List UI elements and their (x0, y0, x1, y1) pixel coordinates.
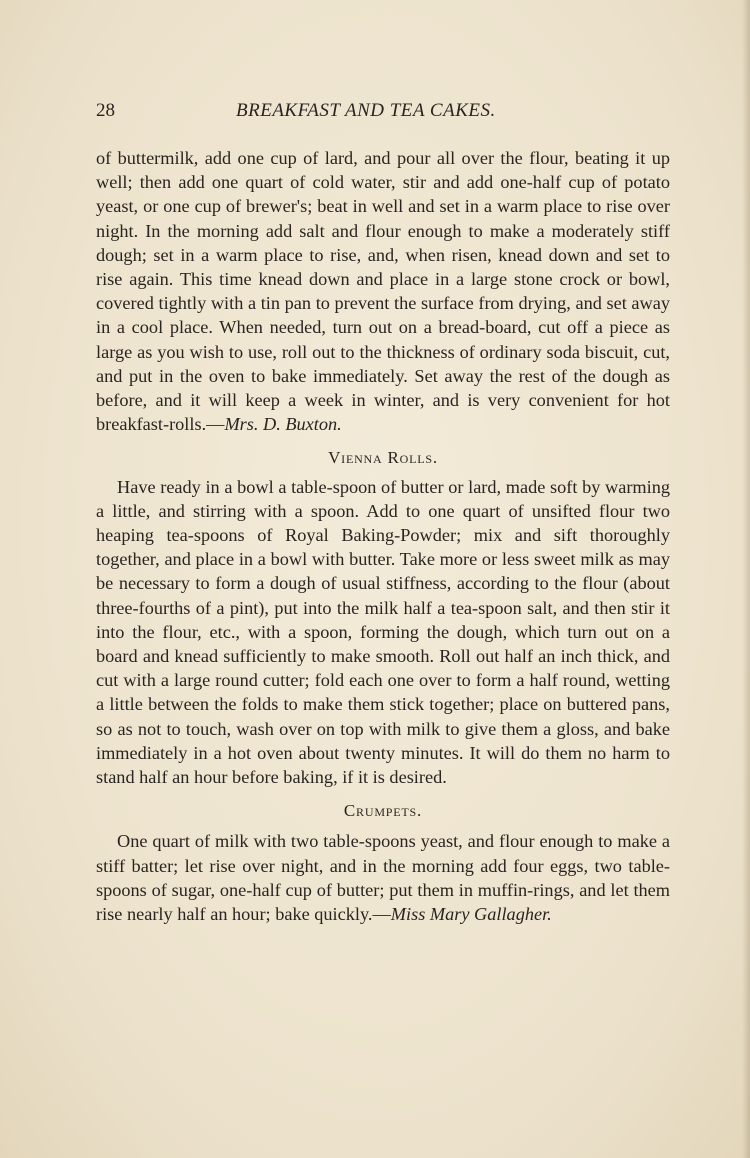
recipe-heading-crumpets: Crumpets. (343, 801, 423, 821)
recipe-heading-vienna-rolls: Vienna Rolls. (328, 448, 438, 468)
running-head: BREAKFAST AND TEA CAKES. (236, 100, 496, 121)
recipe-signature: Mrs. D. Buxton. (224, 414, 342, 435)
recipe-body: of buttermilk, add one cup of lard, and pour all over the flour, beating it up well; then add one quart of cold water, stir and add one-half cup of potato yeast, or one cup of brewer's; beat in well and set in a warm place to rise over night. In the morning add salt and flour enough to make a moderately stiff dough; set in a warm place to rise, and, when risen, knead down and set to rise again. This time knead down and place in a large stone crock or bowl, covered tightly with a tin pan to prevent the surface from drying, and set away in a cool place. When needed, turn out on a bread-board, cut off a piece as large as you wish to use, roll out to the thickness of ordinary soda biscuit, cut, and put in the oven to bake immediately. Set away the rest of the dough as before, and it will keep a week in winter, and is very convenient for hot breakfast-rolls.— (96, 148, 670, 435)
recipe-body: One quart of milk with two table-spoons yeast, and flour enough to make a stiff batter; let rise over night, and in the morning add four eggs, two table-spoons of sugar, one-half cup of butter; put them in muffin-rings, and let them rise nearly half an hour; bake quickly.— (96, 831, 670, 925)
recipe-signature: Miss Mary Gallagher. (390, 904, 552, 925)
recipe-continuation (96, 146, 670, 436)
page-content (96, 146, 670, 926)
recipe-body: Have ready in a bowl a table-spoon of butter or lard, made soft by warming a little, and stirring with a spoon. Add to one quart of unsifted flour two heaping tea-spoons of Royal Baking-Powder; mix and sift thoroughly together, and place in a bowl with butter. Take more or less sweet milk as may be necessary to form a dough of usual stiffness, according to the flour (about three-fourths of a pint), put into the milk half a tea-spoon salt, and then stir it into the flour, etc., with a spoon, forming the dough, which turn out on a board and knead sufficiently to make smooth. Roll out half an inch thick, and cut with a large round cutter; fold each one over to form a half round, wetting a little between the folds to make them stick together; place on buttered pans, so as not to touch, wash over on top with milk to give them a gloss, and bake immediately in a hot oven about twenty minutes. It will do them no harm to stand half an hour before baking, if it is desired. (96, 476, 670, 788)
recipe-vienna-rolls (96, 475, 670, 790)
page-number: 28 (96, 100, 115, 121)
page-edge-shadow (742, 0, 750, 1158)
page-header (96, 100, 666, 126)
recipe-crumpets (96, 829, 670, 926)
